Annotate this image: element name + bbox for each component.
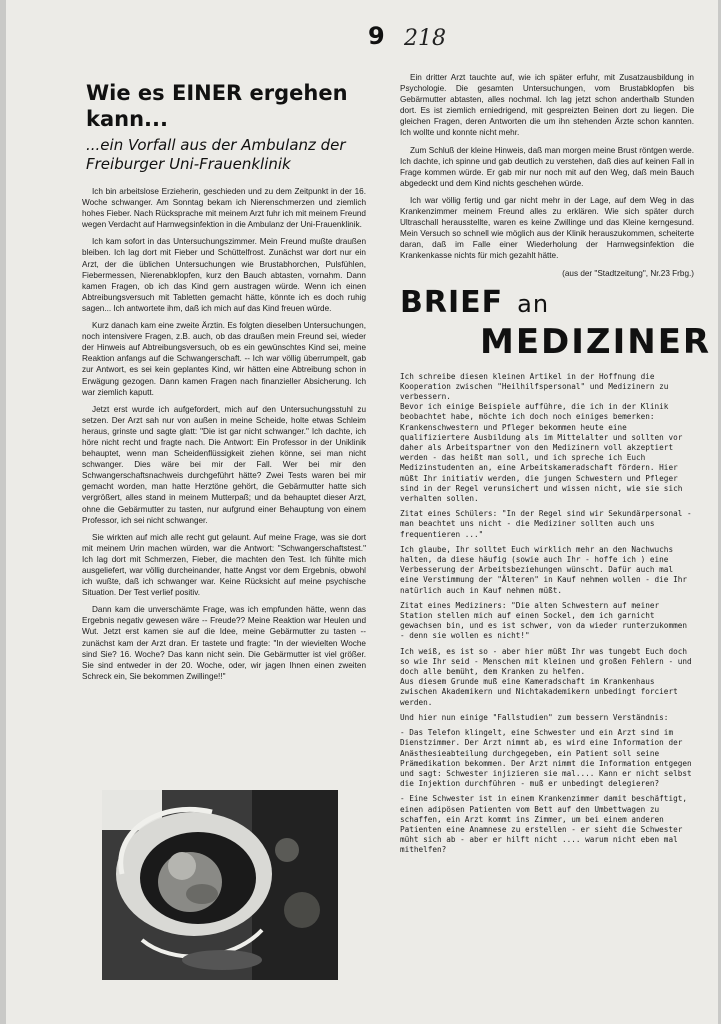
page-number: 9 (368, 22, 385, 50)
article-paragraph: Ich kam sofort in das Untersuchungszimmer. Mein Freund mußte draußen bleiben. Ich lag dort mit Fieber und Schüttelfrost. Zunächst war dort nur ein Arzt, der die üblichen Untersuchungen wie Brustabhorchen, Pulsfühlen, Fiebermessen, Nierenabklopfen, kurz den Bauch abtasten, vornahm. Dann kamen Fragen, ob ich das Kind gern austragen würde. Wenn ich einen Abtreibungsversuch mit Tabletten gemacht hätte, könnte ich es doch ruhig sagen... Ich antwortete ihm, daß ich mich auf das Kind freuen würde. (82, 237, 366, 313)
newspaper-page (6, 0, 718, 1024)
letter-paragraph: Ich weiß, es ist so - aber hier müßt Ihr was tungebt Euch doch so wie Ihr seid - Menschen mit kleinen und großen Fehlern - und doch alle bemüht, dem Kranken zu helfen. Aus diesem Grunde muß eine Kameradschaft im Krankenhaus zwischen Akademikern und Nichtakademikern unbedingt forciert werden. (400, 646, 692, 707)
letter-paragraph: - Das Telefon klingelt, eine Schwester und ein Arzt sind im Dienstzimmer. Der Arzt nimmt ab, es wird eine Information der Anästhesieabteilung durchgegeben, ein Patient soll seine Prämedikation bekommen. Der Arzt nimmt die Information entgegen und sagt: Schwester injizieren sie mal.... Kann er nicht selbst die Injektion durchführen - muß er unbedingt delegieren? (400, 728, 692, 789)
handwritten-page-number: 218 (404, 26, 446, 51)
letter-paragraph: Zitat eines Schülers: "In der Regel sind wir Sekundärpersonal - man beachtet uns nicht - die Mediziner sollten auch uns frequentieren ..." (400, 509, 692, 539)
letter-title-line1 (400, 285, 694, 320)
article-paragraph: Jetzt erst wurde ich aufgefordert, mich auf den Untersuchungsstuhl zu setzen. Der Arzt sah nur von außen in meine Scheide, holte etwas Schleim heraus, grinste und sagte glatt: "Die ist gar nicht schwanger." Ich dachte, ich höre nicht recht und fragte nach. Die Antwort: Ein Professor in der Uniklinik behauptet, wenn man Scheidenflüssigkeit ziehen könne, sei man nicht schwanger. Dies wäre bei mir der Fall. Wer bei mir den Schwangerschaftsnachweis durchgeführt hätte? Zwei Tests waren bei mir gemacht worden, man hatte Herztöne gehört, die Gebärmutter hatte sich vergrößert, alles stand in meinem Mutterpaß; und da behauptet dieser Arzt, ohne die Gebärmutter zu tasten, nur aufgrund einer Behauptung von einem Professor, ich sei nicht schwanger. (82, 404, 366, 525)
article-continuation (400, 72, 694, 279)
letter-paragraph: Und hier nun einige "Fallstudien" zum bessern Verständnis: (400, 712, 669, 722)
right-column (400, 72, 712, 861)
article-source: (aus der "Stadtzeitung", Nr.23 Frbg.) (562, 268, 694, 278)
article-paragraph: Ich war völlig fertig und gar nicht mehr in der Lage, auf dem Weg in das Krankenzimmer meinem Freund alles zu erklären. Wie sich später durch Ultraschall herausstellte, waren es keine Zwillinge und das Kleine kerngesund. Mein Versuch so schnell wie möglich aus der Klinik herauszukommen, scheiterte daran, daß im Falle einer Wiederholung der Harnwegsinfektion die Krankenkasse nichts für mich gezahlt hätte. (400, 195, 694, 261)
article-paragraph: Ich bin arbeitslose Erzieherin, geschieden und zu dem Zeitpunkt in der 16. Woche schwanger. Am Sonntag bekam ich Nierenschmerzen und ziemlich hohes Fieber. Nach Rücksprache mit meinem Arzt fuhr ich mit meinem Freund wegen Verdacht auf Harnwegsinfektion in die Ambulanz der Uni-Frauenklinik. (82, 187, 366, 230)
letter-title-an: an (517, 289, 550, 318)
article-paragraph: Sie wirkten auf mich alle recht gut gelaunt. Auf meine Frage, was sie dort mit meinem Urin machen würden, war die Antwort: "Schwangerschaftstest." Ich lag dort mit Schmerzen, Fieber, die machten den Test. Ich fühlte mich ausgeliefert, war völlig durcheinander, hatte Angst vor dem Ergebnis, obwohl ich wußte, daß ich schwanger war. Keine Rücksicht auf meine psychische Situation. Der Test verlief positiv. (82, 532, 366, 598)
letter-paragraph: Ich glaube, Ihr solltet Euch wirklich mehr an den Nachwuchs halten, da diese häufig (sowie auch Ihr - hoffe ich ) eine Verbesserung der Arbeitsbeziehungen wünscht. Dafür auch mal eine Verstimmung der "Älteren" in Kauf nehmen wollen - die Ihr natürlich auch in Kauf nehmen müßt. (400, 544, 687, 595)
letter-paragraph: - Eine Schwester ist in einem Krankenzimmer damit beschäftigt, einen adipösen Patienten vom Bett auf den Umbettwagen zu schaffen, ein Arzt kommt ins Zimmer, um bei einem anderen Patienten eine Anamnese zu erstellen - er sieht die Schwester müht sich ab - aber er hilft nicht .... warum nicht eben mal mithelfen? (400, 794, 687, 855)
letter-paragraph: Zitat eines Mediziners: "Die alten Schwestern auf meiner Station stellen mich auf einen Sockel, dem ich garnicht gewachsen bin, und es ist schwer, von da wieder runterzukommen - denn sie wollen es nicht!" (400, 600, 687, 641)
letter-title-mediziner: MEDIZINER (480, 321, 712, 362)
letter-body (400, 372, 694, 856)
article-headline: Wie es EINER ergehen kann... (86, 81, 348, 131)
article-paragraph: Kurz danach kam eine zweite Ärztin. Es folgten dieselben Untersuchungen, noch intensivere Fragen, z.B. auch, ob das draußen mein Freund sei, wieder der Hinweis auf Abtreibungsversuch, ob es ein gewünschtes Kind sei, meine Reaktion anfangs auf die Schwangerschaft. -- Ich war völlig überrumpelt, gab zur Antwort, es sei kein geplantes Kind, wir hätten eine Abtreibung schon in Erwägung gezogen. Dann kamen Fragen nach finanzieller Absicherung. Ich war ziemlich kaputt. (82, 321, 366, 397)
article-paragraph: Dann kam die unverschämte Frage, was ich empfunden hätte, wenn das Ergebnis negativ gewesen wäre -- Freude?? Meine Reaktion war Heulen und Wut. Jetzt erst kamen sie auf die Idee, meine Gebärmutter zu tasten -- zunächst kam der Arzt dran. Er tastete und fragte: "In der wievielten Woche sind Sie? 16. Woche? Das kann nicht sein. Die Gebärmutter ist viel größer. Sie sind entweder in der 20. Woche, oder, wir jagen Ihnen einen zweiten Schreck ein, Sie bekommen Zwillinge!!" (82, 605, 366, 681)
letter-title-brief: BRIEF (400, 284, 504, 320)
fetus-illustration (102, 790, 338, 980)
article-paragraph: Zum Schluß der kleine Hinweis, daß man morgen meine Brust röntgen werde. Ich dachte, ich spinne und gab deutlich zu verstehen, daß dies auf keinen Fall in Frage kommen würde. Er gab mir nur noch mit auf den Weg, daß mein Bauch abgedeckt und dem Kind nichts geschehen würde. (400, 145, 694, 188)
letter-paragraph: Ich schreibe diesen kleinen Artikel in der Hoffnung die Kooperation zwischen "Heilhilfspersonal" und Medizinern zu verbessern. Bevor ich einige Beispiele aufführe, die ich in der Klinik beobachtet habe, möchte ich doch noch einiges bemerken: Krankenschwestern und Pfleger bekommen heute eine qualifiziertere Ausbildung als im Mittelalter und sollten vor daher als Arbeitspartner von den Medizinern voll akzeptiert werden - das heißt man soll, und ich spreche ich Euch Medizinstudenten an, eine Arbeitskameradschaft fördern. Hier müßt Ihr initiativ werden, die jungen Schwestern und Pfleger sind in der Regel verunsichert und wissen nicht, wie sie sich verhalten sollen. (400, 371, 683, 504)
article-paragraph: Ein dritter Arzt tauchte auf, wie ich später erfuhr, mit Zusatzausbildung in Psychologie. Die gesamten Untersuchungen, vom Brustabklopfen bis Gebärmutter abtasten, alles nochmal. Ich lag jetzt schon anderthalb Stunden dort. Es ist ziemlich erniedrigend, mit gespreizten Beinen dort zu liegen. Die gleichen Fragen, deren Antworten die um ihn stehenden Ärzte schon kannten. Ich wollte und konnte nicht mehr. (400, 73, 694, 138)
article-subheadline: ...ein Vorfall aus der Ambulanz der Freiburger Uni-Frauenklinik (86, 136, 346, 173)
left-column (82, 80, 366, 688)
